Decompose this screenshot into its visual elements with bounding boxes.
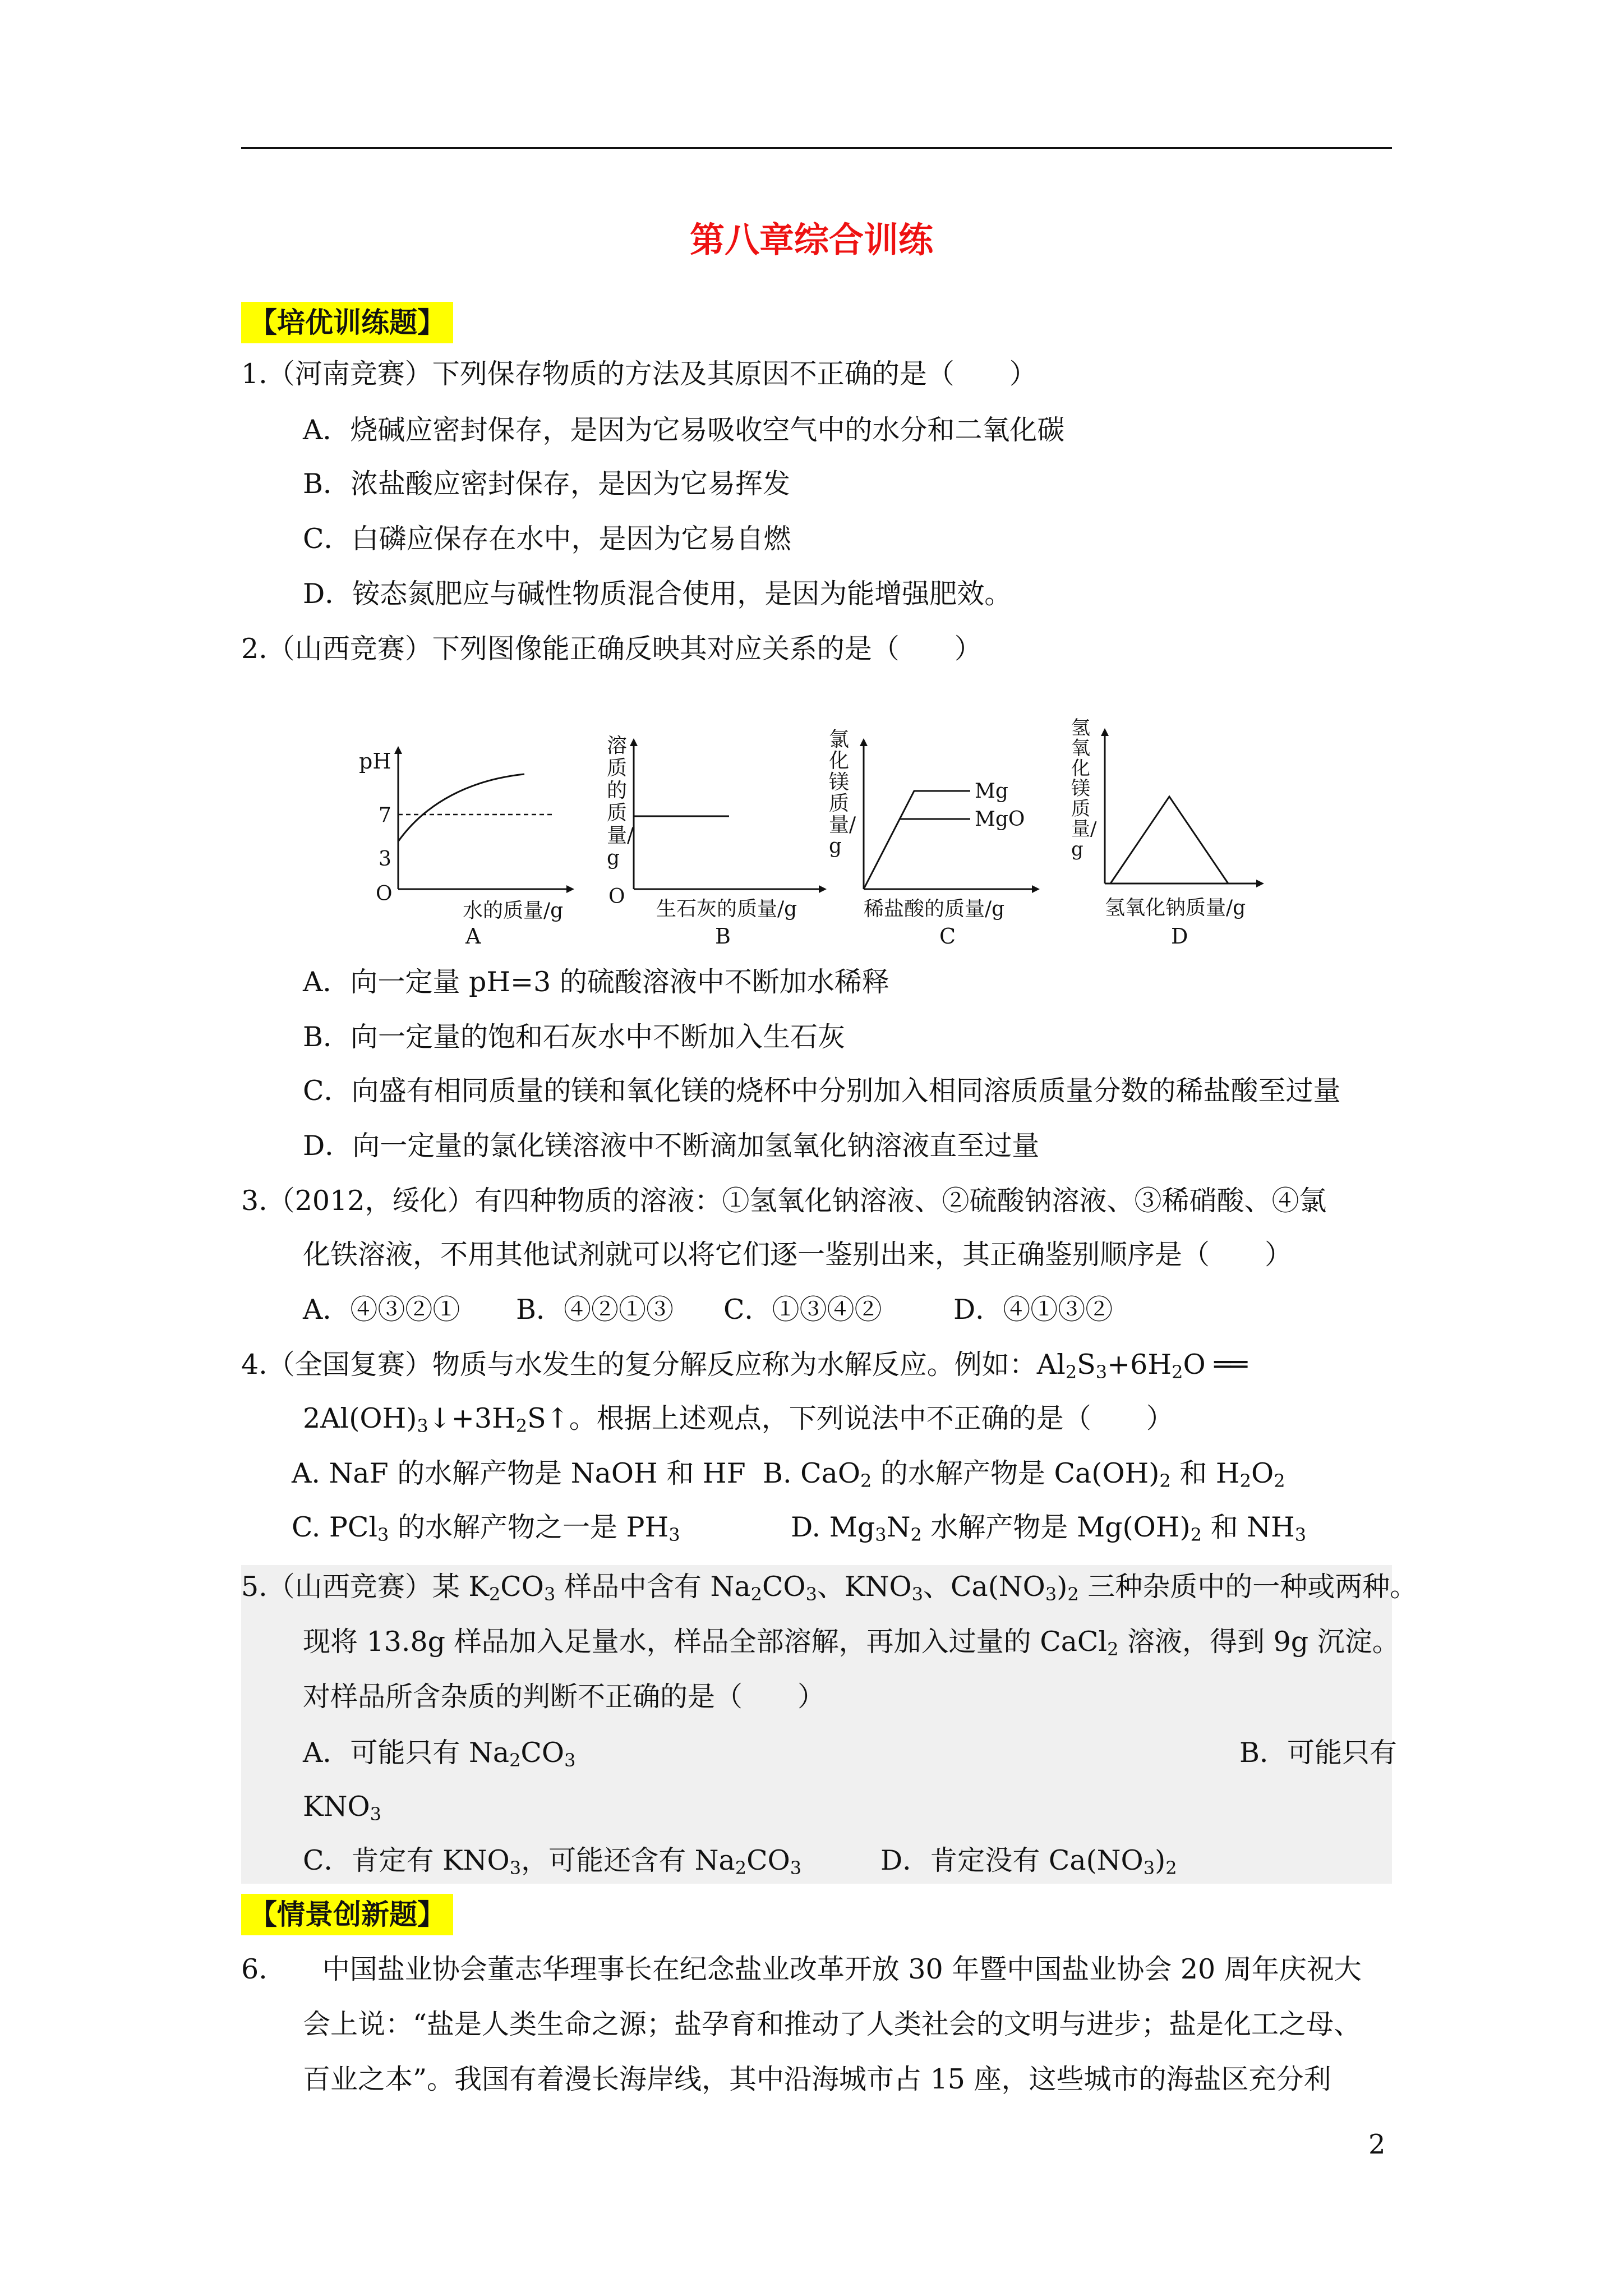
graph-b-xlabel: 生石灰的质量/g xyxy=(656,898,797,921)
page-title: 第八章综合训练 xyxy=(689,219,933,260)
q4-option-d: D. $Mg_3N_2$ 水解产物是 $Mg(OH)_2$ 和 $NH_3$ xyxy=(791,1511,1307,1545)
q1-stem: 1.（河南竞赛）下列保存物质的方法及其原因不正确的是（ ） xyxy=(241,358,1037,390)
graph-c-line-mg xyxy=(864,791,970,889)
q5-shaded-block xyxy=(241,1565,1392,1884)
q1-option-a: A．烧碱应密封保存，是因为它易吸收空气中的水分和二氧化碳 xyxy=(303,414,1065,446)
graph-a-curve xyxy=(398,774,524,841)
q5-option-b: B．可能只有 xyxy=(1239,1737,1398,1769)
graph-d-x-arrow xyxy=(1256,880,1264,887)
q4-option-b: B. CaO$_2$ 的水解产物是 $Ca(OH)_2$ 和 $H_2O_2$ xyxy=(763,1457,1285,1492)
graph-c-x-arrow xyxy=(1032,885,1040,893)
graph-b xyxy=(606,729,841,948)
graph-a-tick-7: 7 xyxy=(379,804,391,827)
q5-stem-line3: 对样品所含杂质的判断不正确的是（ ） xyxy=(303,1681,826,1713)
q2-option-b: B．向一定量的饱和石灰水中不断加入生石灰 xyxy=(303,1021,846,1053)
header-rule xyxy=(241,147,1392,149)
graph-d xyxy=(1066,718,1290,948)
q4-stem-line2: $2Al(OH)_3↓+3H_2S↑$。根据上述观点，下列说法中不正确的是（ ） xyxy=(303,1402,1174,1437)
graph-d-y-arrow xyxy=(1101,728,1109,736)
q5-option-d: D．肯定没有 $Ca(NO_3)_2$ xyxy=(880,1844,1177,1879)
graph-a-letter: A xyxy=(465,924,481,948)
graph-a-ylabel: pH xyxy=(359,749,391,774)
graph-b-origin: O xyxy=(608,885,625,908)
section-heading-scenario: 【情景创新题】 xyxy=(241,1894,453,1935)
q4-option-a: A. NaF 的水解产物是 NaOH 和 HF xyxy=(292,1457,746,1489)
graph-d-letter: D xyxy=(1171,924,1188,948)
q5-stem-line2: 现将 13.8g 样品加入足量水，样品全部溶解，再加入过量的 CaCl$_2$ 溶液，得到 9g 沉淀。 xyxy=(303,1626,1400,1660)
q6-line1: 6. 中国盐业协会董志华理事长在纪念盐业改革开放 30 年暨中国盐业协会 20 周年庆祝大 xyxy=(241,1953,1362,1985)
q3-option-b: B．④②①③ xyxy=(516,1294,674,1326)
q5-stem-line1: 5.（山西竞赛）某 $K_2CO_3$ 样品中含有 $Na_2CO_3$、$KNO_3$、$Ca(NO_3)_2$ 三种杂质中的一种或两种。 xyxy=(241,1571,1418,1605)
graph-d-line xyxy=(1110,797,1228,884)
graph-c xyxy=(830,729,1066,948)
graph-c-label-mg: Mg xyxy=(975,780,1008,803)
graph-b-x-arrow xyxy=(819,885,827,893)
q1-option-b: B．浓盐酸应密封保存，是因为它易挥发 xyxy=(303,468,791,500)
graph-b-letter: B xyxy=(715,924,731,948)
graph-b-ylabel: 溶质的质量/g xyxy=(607,734,634,869)
page-number: 2 xyxy=(1368,2129,1386,2160)
graph-d-xlabel: 氢氧化钠质量/g xyxy=(1105,896,1246,919)
q3-stem-line2: 化铁溶液，不用其他试剂就可以将它们逐一鉴别出来，其正确鉴别顺序是（ ） xyxy=(303,1239,1293,1271)
graph-d-ylabel: 氢氧化镁质量/g xyxy=(1071,717,1097,861)
section-heading-training: 【培优训练题】 xyxy=(241,302,453,343)
graph-c-y-arrow xyxy=(860,738,868,746)
graph-c-letter: C xyxy=(939,924,956,948)
q2-option-c: C．向盛有相同质量的镁和氧化镁的烧杯中分别加入相同溶质质量分数的稀盐酸至过量 xyxy=(303,1075,1341,1107)
q5-option-a: A．可能只有 $Na_2CO_3$ xyxy=(303,1737,576,1771)
graph-c-xlabel: 稀盐酸的质量/g xyxy=(864,898,1005,921)
q3-option-c: C．①③④② xyxy=(723,1294,882,1326)
q3-option-a: A．④③②① xyxy=(303,1294,460,1326)
graph-a-y-arrow xyxy=(394,746,402,754)
q2-option-d: D．向一定量的氯化镁溶液中不断滴加氢氧化钠溶液直至过量 xyxy=(303,1130,1040,1162)
graph-a-x-arrow xyxy=(566,885,574,893)
q4-stem-line1: 4.（全国复赛）物质与水发生的复分解反应称为水解反应。例如：$Al_2S_3+6H_2O$ ══ xyxy=(241,1349,1248,1383)
q6-line3: 百业之本”。我国有着漫长海岸线，其中沿海城市占 15 座，这些城市的海盐区充分利 xyxy=(303,2063,1331,2095)
q1-option-d: D．铵态氮肥应与碱性物质混合使用，是因为能增强肥效。 xyxy=(303,578,1012,610)
graph-b-y-arrow xyxy=(630,738,638,746)
graph-a-tick-3: 3 xyxy=(379,848,391,871)
q3-stem-line1: 3.（2012，绥化）有四种物质的溶液：①氢氧化钠溶液、②硫酸钠溶液、③稀硝酸、④氯 xyxy=(241,1185,1327,1217)
q2-option-a: A．向一定量 pH=3 的硫酸溶液中不断加水稀释 xyxy=(303,966,889,998)
graph-c-ylabel: 氯化镁质量/g xyxy=(829,728,856,858)
graph-a-origin: O xyxy=(376,882,393,905)
q5-option-c: C．肯定有 $KNO_3$，可能还含有 $Na_2CO_3$ xyxy=(303,1844,802,1879)
graph-c-label-mgo: MgO xyxy=(975,808,1025,831)
q4-option-c: C. PCl$_3$ 的水解产物之一是 $PH_3$ xyxy=(292,1511,680,1545)
q3-option-d: D．④①③② xyxy=(953,1294,1113,1326)
graph-a xyxy=(348,746,583,948)
q2-stem: 2.（山西竞赛）下列图像能正确反映其对应关系的是（ ） xyxy=(241,633,982,665)
q6-line2: 会上说：“盐是人类生命之源；盐孕育和推动了人类社会的文明与进步；盐是化工之母、 xyxy=(303,2008,1362,2040)
q5-option-b-continued: $KNO_3$ xyxy=(303,1791,382,1825)
q1-option-c: C．白磷应保存在水中，是因为它易自燃 xyxy=(303,523,791,555)
graph-a-xlabel: 水的质量/g xyxy=(463,899,564,922)
